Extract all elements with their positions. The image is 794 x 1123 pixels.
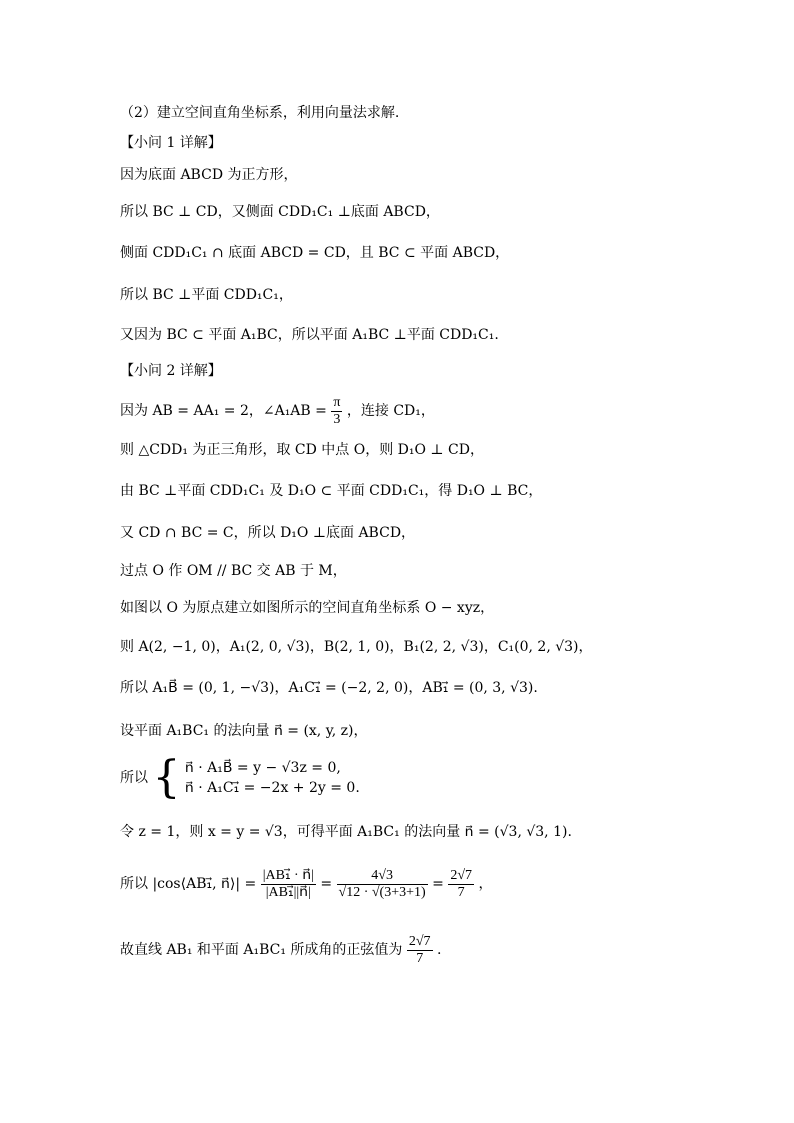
- equation-row-2: n⃗ · A₁C₁⃗ = −2x + 2y = 0.: [184, 780, 360, 796]
- text-line-15: 设平面 A₁BC₁ 的法向量 n⃗ = (x, y, z)，: [120, 723, 368, 739]
- fraction-answer: [407, 934, 433, 967]
- fraction-cos-result: [448, 868, 474, 901]
- equals-sign: =: [320, 876, 333, 892]
- fraction-cos-definition: [261, 868, 316, 901]
- cosine-formula-suffix: ，: [478, 876, 493, 892]
- fraction-numerator: |AB₁⃗ · n⃗|: [262, 867, 314, 883]
- cosine-formula-prefix: 所以 |cos⟨AB₁⃗, n⃗⟩| =: [120, 876, 257, 892]
- text-line-13: 则 A(2, −1, 0)，A₁(2, 0, √3)，B(2, 1, 0)，B₁(2, 2, √3)，C₁(0, 2, √3)，: [120, 639, 593, 655]
- text-line-12: 如图以 O 为原点建立如图所示的空间直角坐标系 O − xyz，: [120, 600, 495, 616]
- text-line-2: 因为底面 ABCD 为正方形，: [120, 167, 298, 183]
- text-line-1: （2）建立空间直角坐标系，利用向量法求解.: [120, 105, 400, 121]
- equation-system: [120, 750, 360, 806]
- cosine-formula: [120, 856, 492, 912]
- text-line-8: 则 △CDD₁ 为正三角形，取 CD 中点 O，则 D₁O ⊥ CD，: [120, 442, 484, 458]
- text-line-17: 令 z = 1，则 x = y = √3，可得平面 A₁BC₁ 的法向量 n⃗ = (√3, √3, 1).: [120, 824, 572, 840]
- text-line-7: [120, 393, 435, 429]
- fraction-denominator: 3: [333, 411, 341, 427]
- text-line-6: 又因为 BC ⊂ 平面 A₁BC，所以平面 A₁BC ⊥平面 CDD₁C₁.: [120, 327, 499, 343]
- conclusion-period: .: [437, 942, 442, 958]
- text-line-14: 所以 A₁B⃗ = (0, 1, −√3)，A₁C₁⃗ = (−2, 2, 0)，AB₁⃗ = (0, 3, √3).: [120, 680, 538, 696]
- section-heading-2: 【小问 2 详解】: [120, 363, 222, 379]
- section-heading-1: 【小问 1 详解】: [120, 135, 222, 151]
- text-line-11: 过点 O 作 OM // BC 交 AB 于 M，: [120, 563, 347, 579]
- fraction-numerator: 2√7: [450, 867, 473, 883]
- equals-sign: =: [432, 876, 444, 892]
- equation-row-1: n⃗ · A₁B⃗ = y − √3z = 0,: [184, 760, 341, 776]
- equation-system-rows: [185, 758, 360, 798]
- conclusion-line: [120, 930, 441, 970]
- fraction-denominator: 7: [416, 950, 424, 966]
- text-line-7-start: 因为 AB = AA₁ = 2，∠A₁AB =: [120, 403, 327, 419]
- fraction-numerator: 2√7: [408, 933, 431, 949]
- text-line-7-end: ，连接 CD₁，: [346, 403, 435, 419]
- text-line-3: 所以 BC ⊥ CD，又侧面 CDD₁C₁ ⊥底面 ABCD，: [120, 204, 440, 220]
- text-line-9: 由 BC ⊥平面 CDD₁C₁ 及 D₁O ⊂ 平面 CDD₁C₁，得 D₁O ⊥ BC，: [120, 483, 543, 499]
- equation-system-prefix: 所以: [120, 770, 148, 786]
- fraction-cos-value: [337, 868, 428, 901]
- left-brace: {: [152, 752, 181, 803]
- fraction-denominator: √12 · √(3+3+1): [338, 884, 426, 900]
- text-line-10: 又 CD ∩ BC = C，所以 D₁O ⊥底面 ABCD，: [120, 525, 416, 541]
- fraction-numerator: π: [333, 394, 341, 410]
- text-line-4: 侧面 CDD₁C₁ ∩ 底面 ABCD = CD，且 BC ⊂ 平面 ABCD，: [120, 245, 510, 261]
- conclusion-text: 故直线 AB₁ 和平面 A₁BC₁ 所成角的正弦值为: [120, 942, 403, 958]
- fraction-denominator: |AB₁⃗||n⃗|: [265, 884, 311, 900]
- fraction-numerator: 4√3: [337, 868, 428, 885]
- fraction-pi-over-3: [331, 395, 342, 428]
- text-line-5: 所以 BC ⊥平面 CDD₁C₁，: [120, 287, 293, 303]
- fraction-denominator: 7: [457, 884, 465, 900]
